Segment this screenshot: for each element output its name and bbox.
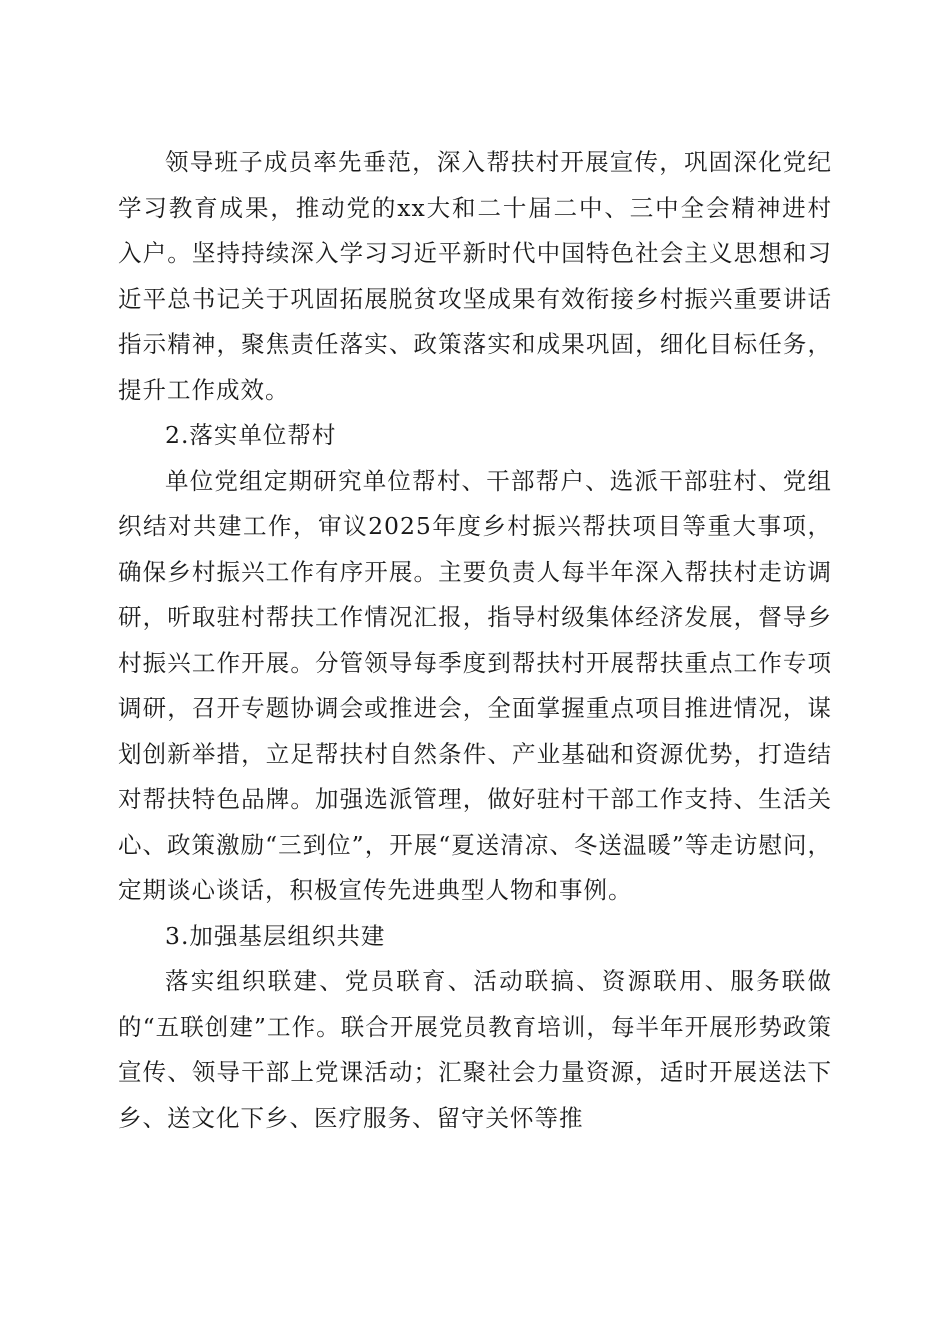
- heading-grassroots-building: 3.加强基层组织共建: [165, 921, 386, 950]
- heading-unit-support: 2.落实单位帮村: [165, 421, 337, 449]
- document-body: [118, 140, 832, 1141]
- paragraph-unit-support: 单位党组定期研究单位帮村、干部帮户、选派干部驻村、党组织结对共建工作，审议2025年度乡村振兴帮扶项目等重大事项，确保乡村振兴工作有序开展。主要负责人每半年深入帮扶村走访调研，听取驻村帮扶工作情况汇报，指导村级集体经济发展，督导乡村振兴工作开展。分管领导每季度到帮扶村开展帮扶重点工作专项调研，召开专题协调会或推进会，全面掌握重点项目推进情况，谋划创新举措，立足帮扶村自然条件、产业基础和资源优势，打造结对帮扶特色品牌。加强选派管理，做好驻村干部工作支持、生活关心、政策激励“三到位”，开展“夏送清凉、冬送温暖”等走访慰问，定期谈心谈话，积极宣传先进典型人物和事例。: [118, 466, 832, 904]
- paragraph-grassroots-building: 落实组织联建、党员联育、活动联搞、资源联用、服务联做的“五联创建”工作。联合开展党员教育培训，每半年开展形势政策宣传、领导干部上党课活动；汇聚社会力量资源，适时开展送法下乡、送文化下乡、医疗服务、留守关怀等推: [118, 967, 832, 1132]
- paragraph-leadership: 领导班子成员率先垂范，深入帮扶村开展宣传，巩固深化党纪学习教育成果，推动党的xx大和二十届二中、三中全会精神进村入户。坚持持续深入学习习近平新时代中国特色社会主义思想和习近平总书记关于巩固拓展脱贫攻坚成果有效衔接乡村振兴重要讲话指示精神，聚焦责任落实、政策落实和成果巩固，细化目标任务，提升工作成效。: [118, 148, 832, 404]
